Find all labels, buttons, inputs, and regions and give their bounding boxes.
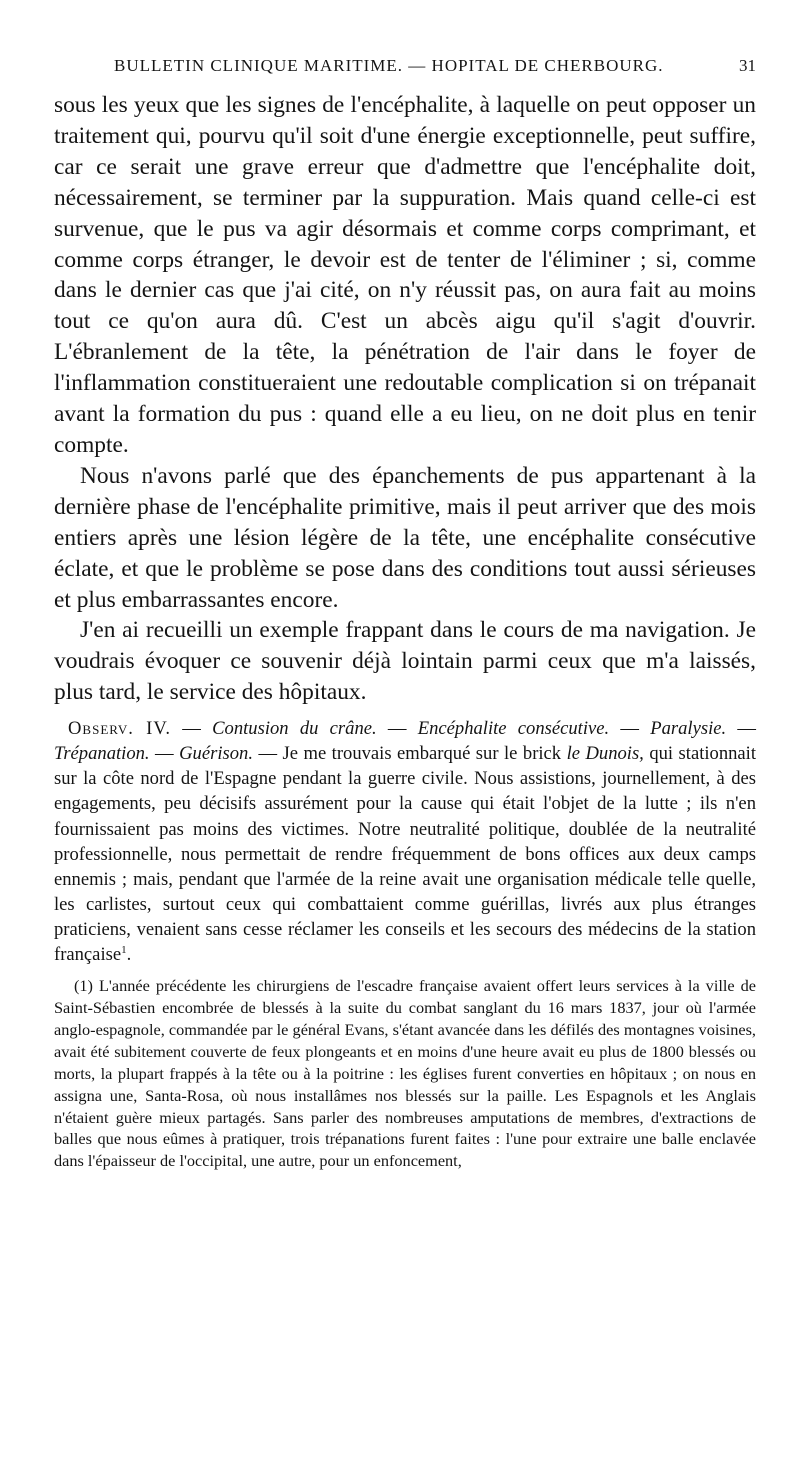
- paragraph: J'en ai recueilli un exemple frappant dans le cours de ma navigation. Je voudrais évoquer ce souvenir déjà lointain parmi ceux que m'a laissés, plus tard, le service des hôpitaux.: [54, 617, 756, 706]
- footnote-reference[interactable]: 1: [121, 943, 127, 956]
- observation-text: qui stationnait sur la côte nord de l'Espagne pendant la guerre civile. Nous assistions, journellement, à des engagements, peu décisifs assurément pour la cause qui était l'objet de la lutte ; ils n'en fournissaient pas moins des victimes. Notre neutralité politique, doublée de la neutralité professionnelle, nous permettait de rendre fréquemment de bons offices aux deux camps ennemis ; mais, pendant que l'armée de la reine avait une organisation médicale telle quelle, les carlistes, surtout ceux qui combattaient comme guérillas, livrés aux plus étranges praticiens, venaient sans cesse réclamer les conseils et les secours des médecins de la station française: [54, 743, 757, 965]
- observation-end: .: [126, 943, 132, 965]
- dash-separator: —: [609, 718, 651, 740]
- observation-title: Encéphalite consécutive.: [417, 718, 610, 740]
- footnote: [54, 975, 756, 1172]
- paragraph: Nous n'avons parlé que des épanchements de pus appartenant à la dernière phase de l'encéphalite primitive, mais il peut arriver que des mois entiers après une lésion légère de la tête, une encéphalite consécutive éclate, et que le problème se pose dans des conditions tout aussi sérieuses et plus embarrassantes encore.: [54, 462, 756, 613]
- running-title: BULLETIN CLINIQUE MARITIME. — HOPITAL DE CHERBOURG.: [114, 56, 664, 75]
- book-page: [54, 56, 756, 1172]
- footnote-marker: (1): [74, 976, 93, 996]
- main-text: [54, 90, 756, 708]
- observation-title: Guérison.: [179, 743, 253, 765]
- observation-block: [54, 716, 756, 967]
- dash-separator: —: [171, 718, 213, 740]
- dash-separator: —: [376, 718, 418, 740]
- paragraph-continued: sous les yeux que les signes de l'encéphalite, à laquelle on peut opposer un traitement qui, pourvu qu'il soit d'une énergie exceptionnelle, peut suffire, car ce serait une grave erreur que d'admettre que l'encéphalite doit, nécessairement, se terminer par la suppuration. Mais quand celle-ci est survenue, que le pus va agir désormais et comme corps comprimant, et comme corps étranger, le devoir est de tenter de l'éliminer ; si, comme dans le dernier cas que j'ai cité, on n'y réussit pas, on aura fait au moins tout ce qu'on aura dû. C'est un abcès aigu qu'il s'agit d'ouvrir. L'ébranlement de la tête, la pénétration de l'air dans le foyer de l'inflammation constitueraient une redoutable complication si on trépanait avant la formation du pus : quand elle a eu lieu, on ne doit plus en tenir compte.: [54, 92, 756, 458]
- observation-text: — Je me trouvais embarqué sur le brick: [252, 743, 567, 765]
- observation-label: Observ. IV.: [68, 718, 172, 740]
- dash-separator: —: [149, 743, 180, 765]
- footnote-text: L'année précédente les chirurgiens de l'escadre française avaient offert leurs services à la ville de Saint-Sébastien encombrée de blessés à la suite du combat sanglant du 16 mars 1837, jour où l'armée anglo-espagnole, commandée par le général Evans, s'étant avancée dans les défilés des montagnes voisines, avait été subitement couverte de feux plongeants et en moins d'une heure avait eu plus de 1800 blessés ou morts, la plupart frappés à la tête ou à la poitrine : les églises furent converties en hôpitaux ; on nous en assigna une, Santa-Rosa, où nous installâmes nos blessés sur la paille. Les Espagnols et les Anglais n'étaient guère mieux partagés. Sans parler des nombreuses amputations de membres, d'extractions de balles que nous eûmes à pratiquer, trois trépanations furent faites : l'une pour extraire une balle enclavée dans l'épaisseur de l'occipital, une autre, pour un enfoncement,: [54, 976, 756, 1171]
- dash-separator: —: [726, 718, 756, 740]
- ship-name: le Dunois,: [566, 743, 644, 765]
- observation-title: Paralysie.: [650, 718, 727, 740]
- running-header: [114, 56, 756, 86]
- observation-title: Contusion du crâne.: [212, 718, 377, 740]
- observation-title: Trépanation.: [54, 743, 150, 765]
- page-number: 31: [739, 56, 756, 75]
